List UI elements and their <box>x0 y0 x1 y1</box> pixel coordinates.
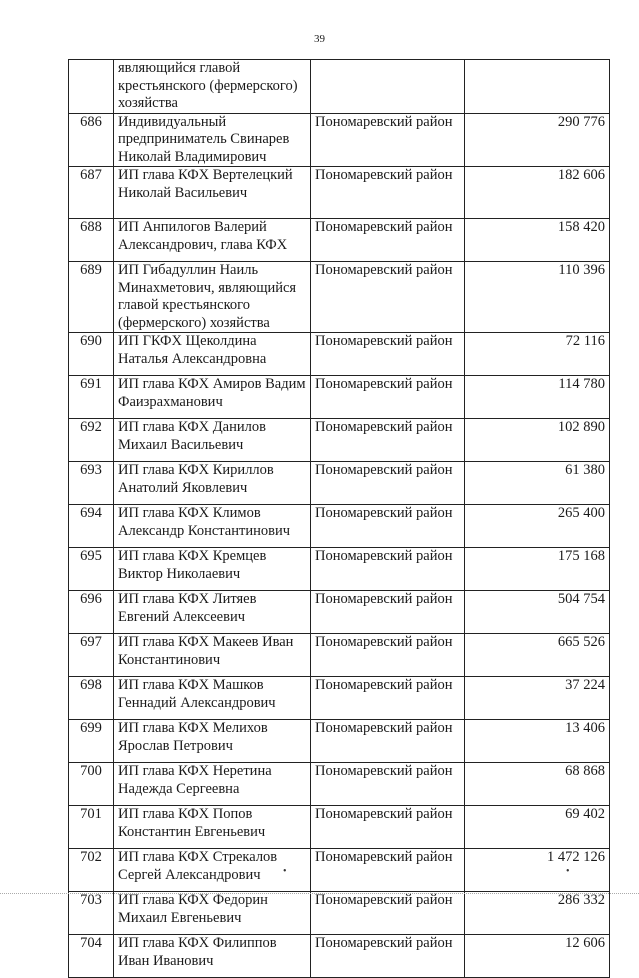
row-number-cell: 691 <box>69 376 114 419</box>
table-row <box>69 219 610 262</box>
amount-cell: 12 606 <box>465 935 610 978</box>
district-cell: Пономаревский район <box>311 892 465 935</box>
row-number-cell: 694 <box>69 505 114 548</box>
district-cell: Пономаревский район <box>311 376 465 419</box>
amount-cell: 182 606 <box>465 167 610 219</box>
amount-cell <box>465 60 610 114</box>
recipient-name-cell: ИП глава КФХ Вертелецкий Николай Васильевич <box>114 167 311 219</box>
recipient-name-cell: ИП ГКФХ Щеколдина Наталья Александровна <box>114 333 311 376</box>
amount-cell: 265 400 <box>465 505 610 548</box>
row-number-cell: 695 <box>69 548 114 591</box>
district-cell: Пономаревский район <box>311 167 465 219</box>
row-number-cell: 704 <box>69 935 114 978</box>
district-cell: Пономаревский район <box>311 548 465 591</box>
table-row <box>69 505 610 548</box>
district-cell: Пономаревский район <box>311 720 465 763</box>
amount-cell: 102 890 <box>465 419 610 462</box>
amount-cell: 290 776 <box>465 113 610 167</box>
registry-table-body <box>69 60 610 978</box>
amount-cell: 286 332 <box>465 892 610 935</box>
table-row <box>69 720 610 763</box>
row-number-cell: 692 <box>69 419 114 462</box>
district-cell: Пономаревский район <box>311 935 465 978</box>
row-number-cell: 700 <box>69 763 114 806</box>
recipient-name-cell: ИП глава КФХ Кириллов Анатолий Яковлевич <box>114 462 311 505</box>
table-row <box>69 677 610 720</box>
recipient-name-cell: ИП глава КФХ Данилов Михаил Васильевич <box>114 419 311 462</box>
table-row <box>69 113 610 167</box>
table-row <box>69 892 610 935</box>
row-number-cell: 701 <box>69 806 114 849</box>
amount-cell: 114 780 <box>465 376 610 419</box>
amount-cell: 175 168 <box>465 548 610 591</box>
table-row <box>69 333 610 376</box>
recipient-name-cell: являющийся главой крестьянского (фермерского) хозяйства <box>114 60 311 114</box>
district-cell: Пономаревский район <box>311 634 465 677</box>
recipient-name-cell: ИП глава КФХ Филиппов Иван Иванович <box>114 935 311 978</box>
recipient-name-cell: ИП глава КФХ Кремцев Виктор Николаевич <box>114 548 311 591</box>
row-number-cell: 696 <box>69 591 114 634</box>
page-number: 39 <box>314 33 325 45</box>
registry-table <box>68 59 610 978</box>
amount-cell: 61 380 <box>465 462 610 505</box>
table-row <box>69 419 610 462</box>
district-cell: Пономаревский район <box>311 462 465 505</box>
table-row <box>69 376 610 419</box>
district-cell <box>311 60 465 114</box>
amount-cell: 72 116 <box>465 333 610 376</box>
scan-speck-mark: • <box>566 866 570 877</box>
recipient-name-cell: ИП глава КФХ Мелихов Ярослав Петрович <box>114 720 311 763</box>
table-row <box>69 935 610 978</box>
table-row <box>69 763 610 806</box>
recipient-name-cell: Индивидуальный предприниматель Свинарев Николай Владимирович <box>114 113 311 167</box>
district-cell: Пономаревский район <box>311 333 465 376</box>
district-cell: Пономаревский район <box>311 849 465 892</box>
amount-cell: 1 472 126 <box>465 849 610 892</box>
recipient-name-cell: ИП Гибадуллин Наиль Минахметович, являющийся главой крестьянского (фермерского) хозяйства <box>114 262 311 333</box>
row-number-cell <box>69 60 114 114</box>
amount-cell: 13 406 <box>465 720 610 763</box>
table-row <box>69 591 610 634</box>
district-cell: Пономаревский район <box>311 591 465 634</box>
table-row <box>69 806 610 849</box>
amount-cell: 665 526 <box>465 634 610 677</box>
row-number-cell: 697 <box>69 634 114 677</box>
table-row <box>69 548 610 591</box>
recipient-name-cell: ИП глава КФХ Машков Геннадий Александрович <box>114 677 311 720</box>
recipient-name-cell: ИП глава КФХ Стрекалов Сергей Александрович <box>114 849 311 892</box>
recipient-name-cell: ИП глава КФХ Неретина Надежда Сергеевна <box>114 763 311 806</box>
amount-cell: 69 402 <box>465 806 610 849</box>
amount-cell: 158 420 <box>465 219 610 262</box>
row-number-cell: 689 <box>69 262 114 333</box>
recipient-name-cell: ИП глава КФХ Федорин Михаил Евгеньевич <box>114 892 311 935</box>
row-number-cell: 698 <box>69 677 114 720</box>
recipient-name-cell: ИП глава КФХ Попов Константин Евгеньевич <box>114 806 311 849</box>
district-cell: Пономаревский район <box>311 219 465 262</box>
row-number-cell: 690 <box>69 333 114 376</box>
row-number-cell: 693 <box>69 462 114 505</box>
recipient-name-cell: ИП глава КФХ Макеев Иван Константинович <box>114 634 311 677</box>
row-number-cell: 702 <box>69 849 114 892</box>
district-cell: Пономаревский район <box>311 763 465 806</box>
recipient-name-cell: ИП Анпилогов Валерий Александрович, глава КФХ <box>114 219 311 262</box>
row-number-cell: 688 <box>69 219 114 262</box>
amount-cell: 68 868 <box>465 763 610 806</box>
recipient-name-cell: ИП глава КФХ Литяев Евгений Алексеевич <box>114 591 311 634</box>
scan-speck-mark: • <box>283 866 287 877</box>
amount-cell: 110 396 <box>465 262 610 333</box>
district-cell: Пономаревский район <box>311 505 465 548</box>
scan-edge-line <box>0 893 639 895</box>
amount-cell: 37 224 <box>465 677 610 720</box>
district-cell: Пономаревский район <box>311 419 465 462</box>
row-number-cell: 687 <box>69 167 114 219</box>
district-cell: Пономаревский район <box>311 262 465 333</box>
table-row <box>69 634 610 677</box>
recipient-name-cell: ИП глава КФХ Амиров Вадим Фаизрахманович <box>114 376 311 419</box>
amount-cell: 504 754 <box>465 591 610 634</box>
table-row <box>69 849 610 892</box>
recipient-name-cell: ИП глава КФХ Климов Александр Константинович <box>114 505 311 548</box>
district-cell: Пономаревский район <box>311 677 465 720</box>
table-row <box>69 462 610 505</box>
row-number-cell: 699 <box>69 720 114 763</box>
table-row <box>69 262 610 333</box>
district-cell: Пономаревский район <box>311 806 465 849</box>
district-cell: Пономаревский район <box>311 113 465 167</box>
row-number-cell: 703 <box>69 892 114 935</box>
table-row <box>69 167 610 219</box>
row-number-cell: 686 <box>69 113 114 167</box>
table-row-continued <box>69 60 610 114</box>
